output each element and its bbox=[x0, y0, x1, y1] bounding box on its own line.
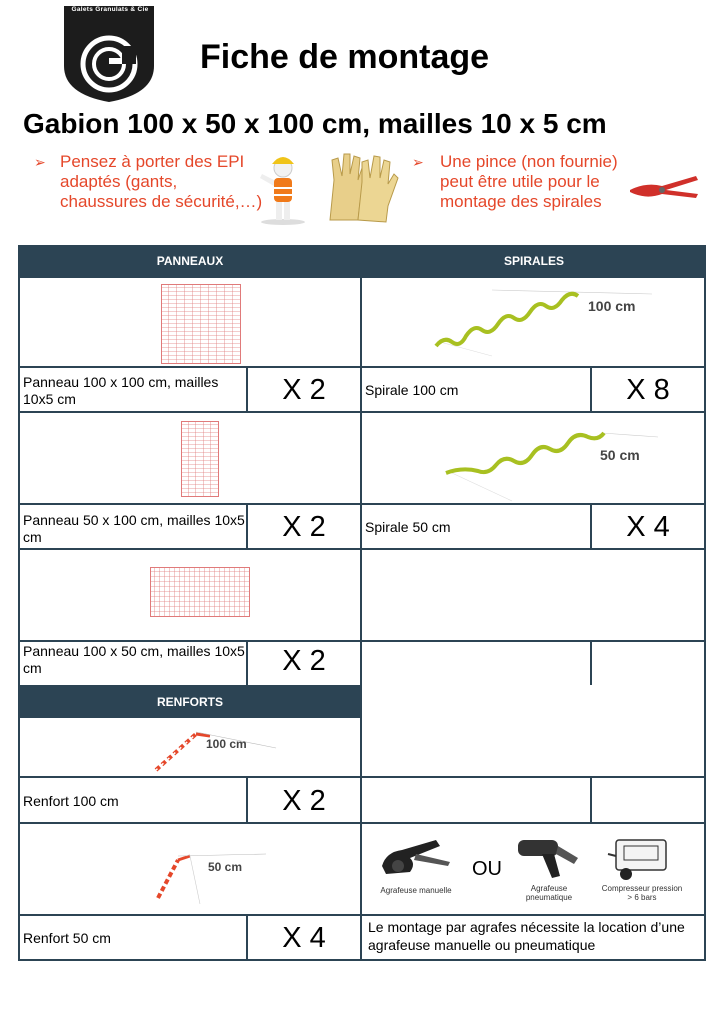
gloves-icon bbox=[322, 150, 402, 226]
panneau-1-label: Panneau 100 x 100 cm, mailles 10x5 cm bbox=[18, 366, 248, 413]
empty-cell bbox=[360, 776, 592, 824]
manual-stapler-label: Agrafeuse manuelle bbox=[380, 886, 452, 895]
page-subtitle: Gabion 100 x 50 x 100 cm, mailles 10 x 5 cm bbox=[23, 108, 607, 139]
empty-cell bbox=[360, 640, 592, 687]
renfort-2-image-cell bbox=[18, 822, 362, 916]
spirales-header: SPIRALES bbox=[362, 245, 706, 278]
spirale-1-dim: 100 cm bbox=[588, 298, 636, 314]
spirale-2-dim: 50 cm bbox=[600, 447, 640, 463]
empty-cell bbox=[590, 640, 706, 687]
pince-note: Une pince (non fournie) peut être utile pour le montage des spirales bbox=[440, 152, 618, 211]
empty-cell bbox=[360, 548, 706, 642]
renfort-50-icon bbox=[150, 846, 270, 906]
spirale-50-icon bbox=[432, 425, 672, 503]
panneau-2-qty: X 2 bbox=[246, 503, 362, 550]
compressor-icon bbox=[606, 834, 676, 882]
empty-cell bbox=[590, 776, 706, 824]
arrow-bullet-icon: ➢ bbox=[34, 154, 46, 170]
spirale-1-label: Spirale 100 cm bbox=[360, 366, 592, 413]
spirale-100-icon bbox=[422, 286, 682, 364]
pliers-icon bbox=[626, 172, 702, 206]
renfort-1-label: Renfort 100 cm bbox=[18, 776, 248, 824]
spirale-2-image-cell bbox=[360, 411, 706, 505]
spirale-2-qty: X 4 bbox=[590, 503, 706, 550]
panneaux-header: PANNEAUX bbox=[18, 245, 362, 278]
or-text: OU bbox=[472, 858, 502, 880]
page-title: Fiche de montage bbox=[200, 38, 490, 76]
panneau-3-label: Panneau 100 x 50 cm, mailles 10x5 cm bbox=[18, 640, 248, 687]
worker-figure-icon bbox=[248, 150, 318, 225]
company-logo bbox=[62, 6, 156, 102]
arrow-bullet-icon: ➢ bbox=[412, 154, 424, 170]
spirale-1-qty: X 8 bbox=[590, 366, 706, 413]
renfort-1-dim: 100 cm bbox=[206, 737, 247, 751]
panel-50x100-icon bbox=[181, 421, 219, 497]
stapler-rental-note: Le montage par agrafes nécessite la location d’une agrafeuse manuelle ou pneumatique bbox=[360, 914, 706, 961]
empty-cell bbox=[360, 685, 706, 778]
compressor-label: Compresseur pression > 6 bars bbox=[601, 884, 683, 902]
tools-cell bbox=[360, 822, 706, 916]
renfort-2-dim: 50 cm bbox=[208, 860, 243, 874]
pneumatic-stapler-icon bbox=[512, 834, 582, 882]
renforts-header: RENFORTS bbox=[18, 687, 362, 717]
manual-stapler-icon bbox=[376, 832, 454, 882]
panneau-1-qty: X 2 bbox=[246, 366, 362, 413]
panneau-3-qty: X 2 bbox=[246, 640, 362, 687]
panel-100x100-icon bbox=[161, 284, 241, 364]
epi-note: Pensez à porter des EPI adaptés (gants, chaussures de sécurité,…) bbox=[60, 152, 263, 211]
spirale-1-image-cell bbox=[360, 276, 706, 368]
pneumatic-stapler-label: Agrafeuse pneumatique bbox=[525, 884, 573, 902]
renfort-1-qty: X 2 bbox=[246, 776, 362, 824]
panneau-1-image-cell bbox=[18, 276, 362, 368]
renfort-2-label: Renfort 50 cm bbox=[18, 914, 248, 961]
spirale-2-label: Spirale 50 cm bbox=[360, 503, 592, 550]
renfort-1-image-cell bbox=[18, 716, 362, 778]
panneau-2-image-cell bbox=[18, 411, 362, 505]
brand-name: Galets Granulats & Cie bbox=[71, 6, 149, 13]
panneau-3-image-cell bbox=[18, 548, 362, 642]
panneau-2-label: Panneau 50 x 100 cm, mailles 10x5 cm bbox=[18, 503, 248, 550]
renfort-2-qty: X 4 bbox=[246, 914, 362, 961]
panel-100x50-icon bbox=[150, 567, 250, 617]
